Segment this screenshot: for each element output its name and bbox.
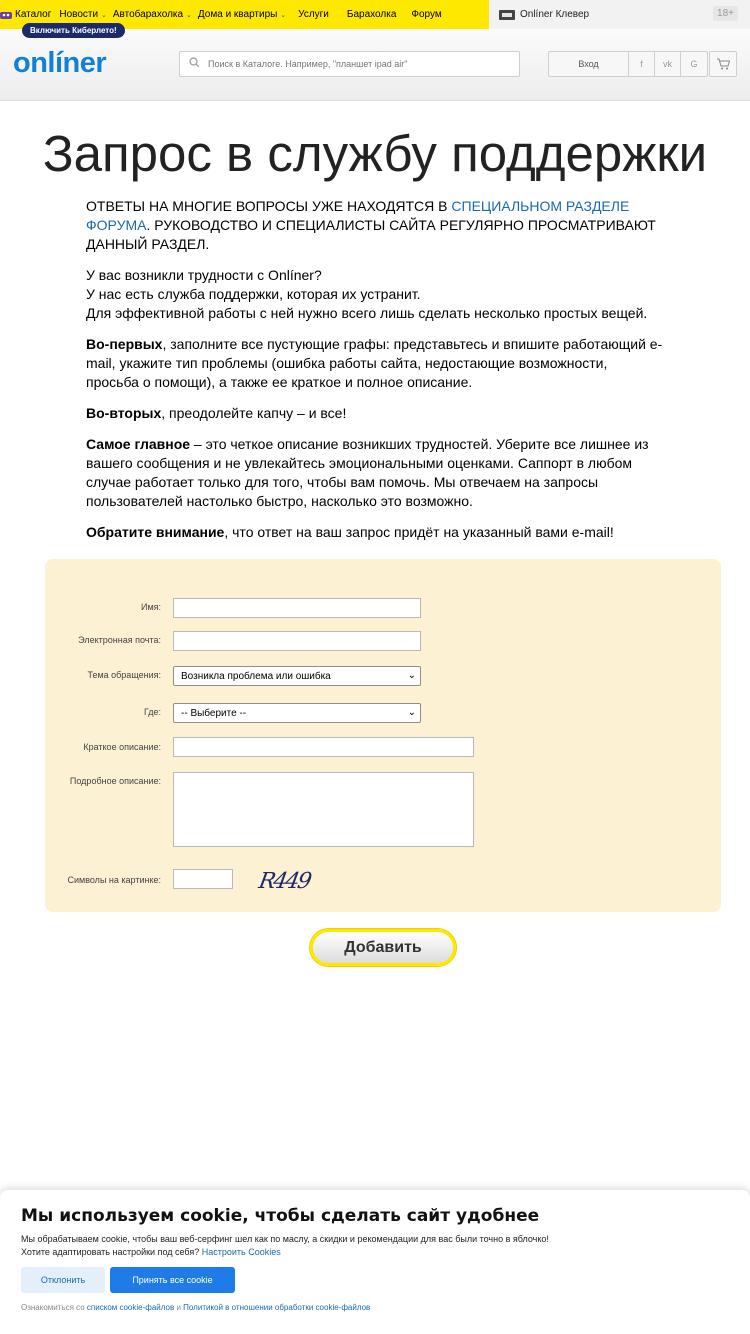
intro-paragraph <box>86 404 664 423</box>
intro-text <box>86 197 664 554</box>
nav-item-label: Новости <box>59 9 99 20</box>
topic-selected-value: Возникла проблема или ошибка <box>181 670 331 682</box>
intro-line: Для эффективной работы с ней нужно всего лишь сделать несколько простых вещей. <box>86 305 648 321</box>
klever-icon <box>499 10 515 20</box>
intro-bold: Во-вторых <box>86 405 162 421</box>
cart-button[interactable] <box>709 51 737 77</box>
page-title: Запрос в службу поддержки <box>42 125 708 182</box>
cookie-policy-link[interactable]: Политикой в отношении обработки cookie-файлов <box>183 1303 371 1312</box>
intro-text-segment: , заполните все пустующие графы: представьтесь и впишите работающий e-mail, укажите тип проблемы (ошибка работы сайта, недостающие возможности, просьба о помощи), а также ее краткое и полное описание. <box>86 336 663 390</box>
intro-text-segment: ОТВЕТЫ НА МНОГИЕ ВОПРОСЫ УЖЕ НАХОДЯТСЯ В <box>86 198 452 214</box>
cookie-text-line: Мы обрабатываем cookie, чтобы ваш веб-серфинг шел как по маслу, а скидки и рекомендации для вас были точно в яблочко! <box>21 1234 549 1244</box>
cookie-title: Мы используем cookie, чтобы сделать сайт удобнее <box>21 1206 540 1226</box>
cookie-text <box>21 1233 721 1259</box>
nav-item-catalog[interactable] <box>0 9 59 20</box>
nav-item-label: Дома и квартиры <box>197 9 278 20</box>
nav-item-label: Барахолка <box>346 9 397 20</box>
vk-icon[interactable]: vk <box>655 52 681 76</box>
login-group <box>548 51 708 77</box>
topic-select[interactable] <box>173 666 421 686</box>
support-form <box>45 559 721 912</box>
intro-paragraph <box>86 266 664 323</box>
intro-line: У нас есть служба поддержки, которая их устранит. <box>86 286 421 302</box>
google-icon[interactable]: G <box>690 59 698 69</box>
catalog-icon <box>0 10 12 20</box>
intro-paragraph <box>86 523 664 542</box>
intro-bold: Самое главное <box>86 436 191 452</box>
intro-line: У вас возникли трудности с Onlíner? <box>86 267 322 283</box>
name-label: Имя: <box>140 602 161 612</box>
cookie-accept-button[interactable]: Принять все cookie <box>110 1267 235 1293</box>
nav-item-label: Автобарахолка <box>112 9 184 20</box>
intro-paragraph <box>86 335 664 392</box>
cookie-footer-text: и <box>174 1303 184 1312</box>
cookie-list-link[interactable]: списком cookie-файлов <box>86 1303 175 1312</box>
full-description-field[interactable] <box>173 772 474 847</box>
intro-text-segment: , преодолейте капчу – и все! <box>161 405 347 421</box>
cookie-text-line: Хотите адаптировать настройки под себя? <box>21 1247 202 1257</box>
nav-item-auto[interactable] <box>113 9 198 20</box>
intro-text-segment: – это четкое описание возникших трудностей. Уберите все лишнее из вашего сообщения и не увлекайтесь эмоциональными оценками. Саппорт в любом случае работает только для того, чтобы вам помочь. Мы отвечаем на запросы пользователей настолько быстро, насколько это возможно. <box>86 436 649 509</box>
name-field[interactable] <box>173 598 421 618</box>
klever-link[interactable] <box>489 0 750 29</box>
klever-label: Onlíner Клевер <box>520 9 590 20</box>
chevron-down-icon: ⌄ <box>99 12 107 19</box>
captcha-label: Символы на картинке: <box>67 875 161 885</box>
intro-bold: Во-первых <box>86 336 163 352</box>
chevron-down-icon: ⌄ <box>278 12 287 19</box>
nav-item-services[interactable] <box>292 9 335 20</box>
intro-bold: Обратите внимание <box>86 524 225 540</box>
chevron-down-icon: ⌄ <box>407 707 416 718</box>
intro-paragraph <box>86 435 664 511</box>
short-description-field[interactable] <box>173 737 474 757</box>
login-button[interactable]: Вход <box>549 52 629 76</box>
nav-item-news[interactable] <box>59 9 113 20</box>
captcha-image: R449 <box>256 869 312 894</box>
facebook-icon[interactable]: f <box>629 52 655 76</box>
email-label: Электронная почта: <box>78 635 161 645</box>
intro-text-segment: , что ответ на ваш запрос придёт на указанный вами e-mail! <box>224 524 614 540</box>
short-description-label: Краткое описание: <box>83 742 161 752</box>
search-icon <box>184 57 204 71</box>
age-badge: 18+ <box>713 6 738 21</box>
nav-item-label: Каталог <box>15 9 52 20</box>
cart-icon <box>717 58 730 70</box>
nav-item-label: Услуги <box>298 9 329 20</box>
email-field[interactable] <box>173 631 421 651</box>
nav-item-baraholka[interactable] <box>335 9 402 20</box>
nav-item-label: Форум <box>411 9 442 20</box>
site-header <box>0 26 750 101</box>
where-label: Где: <box>143 707 161 717</box>
cookie-footer <box>21 1303 370 1312</box>
submit-button[interactable]: Добавить <box>310 929 456 966</box>
site-logo[interactable]: onlíner <box>13 47 107 79</box>
search-input[interactable] <box>208 59 508 69</box>
captcha-field[interactable] <box>173 869 233 889</box>
intro-text-segment: . РУКОВОДСТВО И СПЕЦИАЛИСТЫ САЙТА РЕГУЛЯРНО ПРОСМАТРИВАЮТ ДАННЫЙ РАЗДЕЛ. <box>86 217 656 252</box>
cookie-decline-button[interactable]: Отклонить <box>21 1267 105 1293</box>
search-box[interactable] <box>179 51 520 77</box>
cookie-footer-text: Ознакомиться со <box>21 1303 87 1312</box>
where-selected-value: -- Выберите -- <box>181 707 247 719</box>
chevron-down-icon: ⌄ <box>407 670 416 681</box>
nav-item-realty[interactable] <box>198 9 292 20</box>
full-description-label: Подробное описание: <box>69 776 161 786</box>
intro-paragraph <box>86 197 664 254</box>
nav-item-forum[interactable] <box>402 9 447 20</box>
cyber-badge[interactable]: Включить Киберлето! <box>22 23 125 38</box>
cookie-settings-link[interactable]: Настроить Cookies <box>201 1247 281 1257</box>
topic-label: Тема обращения: <box>87 670 161 680</box>
where-select[interactable] <box>173 703 421 723</box>
chevron-down-icon: ⌄ <box>184 12 192 19</box>
cookie-banner <box>0 1190 750 1334</box>
forum-section-link[interactable]: СПЕЦИАЛЬНОМ РАЗДЕЛЕ ФОРУМА <box>86 198 630 233</box>
